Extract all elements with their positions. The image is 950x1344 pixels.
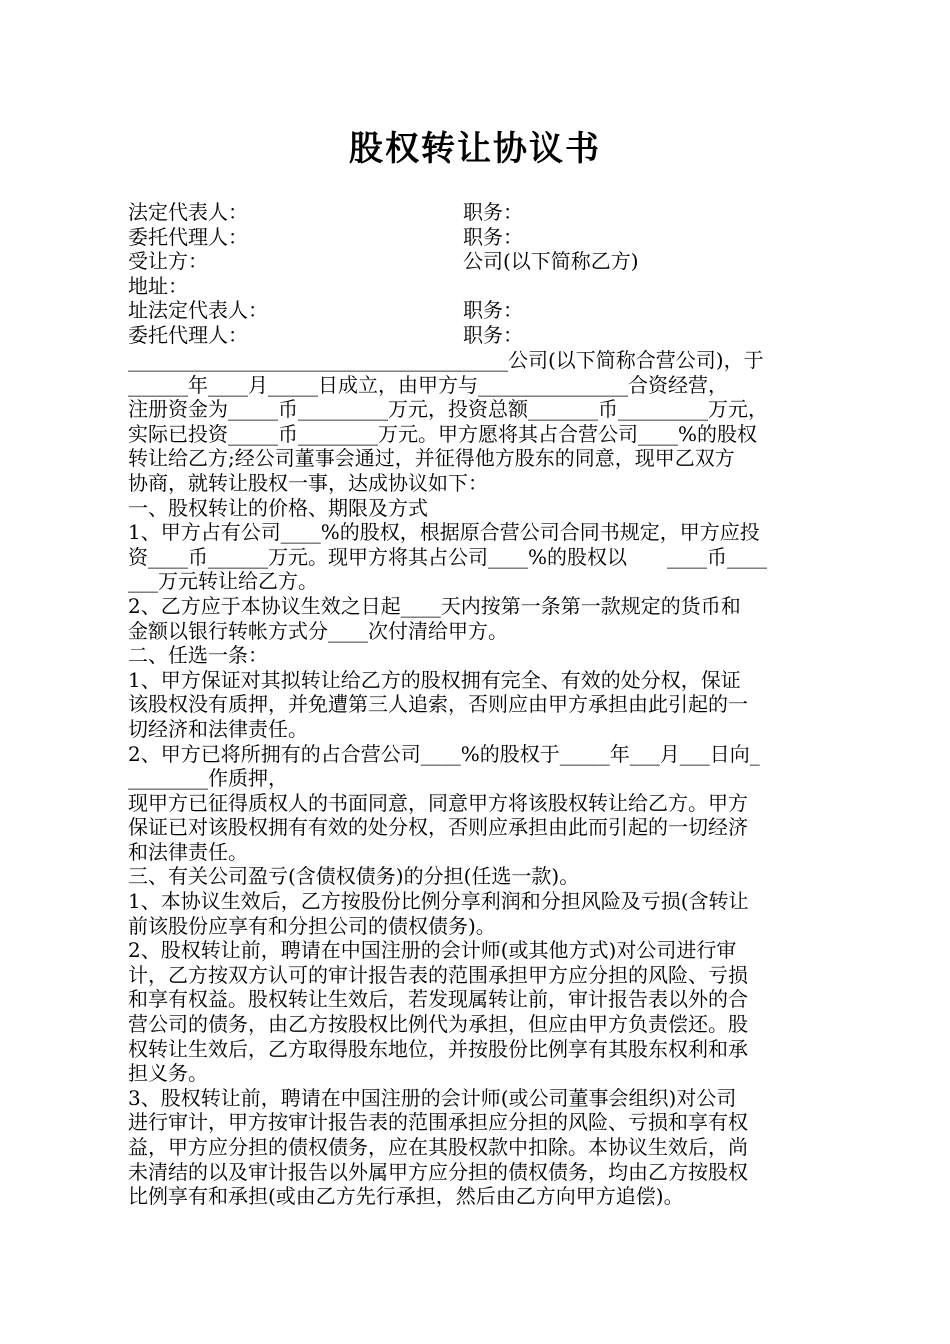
text-line: 保证已对该股权拥有有效的处分权，否则应承担由此而引起的一切经济 [128, 815, 748, 840]
party-field-label: 委托代理人： [128, 224, 248, 249]
text-line: 益，甲方应分担的债权债务，应在其股权款中扣除。本协议生效后，尚 [128, 1135, 748, 1159]
text-line: 营公司的债务，由乙方按股权比例代为承担，但应由甲方负责偿还。股 [128, 1012, 748, 1037]
party-field-label: 受让方： [128, 249, 208, 274]
agreement-body [128, 348, 828, 1209]
party-field-label: 址法定代表人： [128, 298, 268, 323]
party-info-row [128, 323, 828, 348]
text-line: 2、甲方已将所拥有的占合营公司____%的股权于_____年___月___日向_ [128, 741, 760, 766]
party-field-label: 委托代理人： [128, 322, 248, 347]
text-line: 1、甲方保证对其拟转让给乙方的股权拥有完全、有效的处分权，保证 [128, 667, 741, 692]
party-info-row [128, 298, 828, 323]
text-line: 该股权没有质押，并免遭第三人追索，否则应由甲方承担由此引起的一 [128, 692, 748, 717]
text-line: 未清结的以及审计报告以外属甲方应分担的债权债务，均由乙方按股权 [128, 1159, 748, 1184]
text-line: 资____币______万元。现甲方将其占公司____%的股权以 ____币____ [128, 544, 768, 569]
text-line: 切经济和法律责任。 [128, 716, 308, 741]
text-line: 实际已投资_____币________万元。甲方愿将其占合营公司____%的股权 [128, 421, 758, 446]
text-line: ______年____月_____日成立，由甲方与_______________合资经营， [128, 372, 728, 397]
text-line: 比例享有和承担(或由乙方先行承担，然后由乙方向甲方追偿)。 [128, 1184, 684, 1209]
text-line: 2、股权转让前，聘请在中国注册的会计师(或其他方式)对公司进行审 [128, 938, 737, 963]
text-line: ________作质押， [128, 766, 288, 791]
text-line: 权转让生效后，乙方取得股东地位，并按股份比例享有其股东权利和承 [128, 1036, 748, 1061]
party-info-row [128, 200, 828, 225]
party-field-label: 地址： [128, 273, 188, 298]
text-line: 2、乙方应于本协议生效之日起____天内按第一条第一款规定的货币和 [128, 593, 741, 618]
text-line: 转让给乙方;经公司董事会通过，并征得他方股东的同意，现甲乙双方 [128, 446, 735, 471]
party-field-position: 职务： [463, 298, 523, 323]
section-heading: 一、股权转让的价格、期限及方式 [128, 495, 428, 520]
text-line: 计，乙方按双方认可的审计报告表的范围承担甲方应分担的风险、亏损 [128, 962, 748, 987]
party-field-position: 职务： [463, 224, 523, 249]
party-field-company: 公司(以下简称乙方) [463, 249, 639, 274]
party-field-position: 职务： [463, 322, 523, 347]
text-line: 协商，就转让股权一事，达成协议如下： [128, 470, 488, 495]
text-line: ___万元转让给乙方。 [128, 569, 318, 594]
text-line: 担义务。 [128, 1061, 208, 1086]
text-line: 3、股权转让前，聘请在中国注册的会计师(或公司董事会组织)对公司 [128, 1085, 737, 1110]
text-line: 现甲方已征得质权人的书面同意，同意甲方将该股权转让给乙方。甲方 [128, 790, 748, 815]
text-line: 1、本协议生效后，乙方按股份比例分享利润和分担风险及亏损(含转让 [128, 889, 749, 914]
party-field-label: 法定代表人： [128, 200, 248, 224]
text-line: ______________________________________公司(以下简称合营公司)，于 [128, 348, 764, 372]
text-line: 和享有权益。股权转让生效后，若发现属转让前，审计报告表以外的合 [128, 987, 748, 1012]
text-line: 进行审计，甲方按审计报告表的范围承担应分担的风险、亏损和享有权 [128, 1110, 748, 1135]
section-heading: 二、任选一条： [128, 643, 268, 668]
party-info-block [128, 200, 828, 348]
section-heading: 三、有关公司盈亏(含债权债务)的分担(任选一款)。 [128, 864, 580, 889]
text-line: 注册资金为_____币_________万元，投资总额_______币_________万元， [128, 397, 768, 422]
text-line: 金额以银行转帐方式分____次付清给甲方。 [128, 618, 508, 643]
party-info-row [128, 249, 828, 274]
text-line: 和法律责任。 [128, 839, 248, 864]
text-line: 1、甲方占有公司____%的股权，根据原合营公司合同书规定，甲方应投 [128, 520, 760, 545]
party-field-position: 职务： [463, 200, 523, 224]
document-title: 股权转让协议书 [349, 129, 601, 169]
party-info-row [128, 274, 828, 299]
party-info-row [128, 225, 828, 250]
text-line: 前该股份应享有和分担公司的债权债务)。 [128, 913, 496, 938]
